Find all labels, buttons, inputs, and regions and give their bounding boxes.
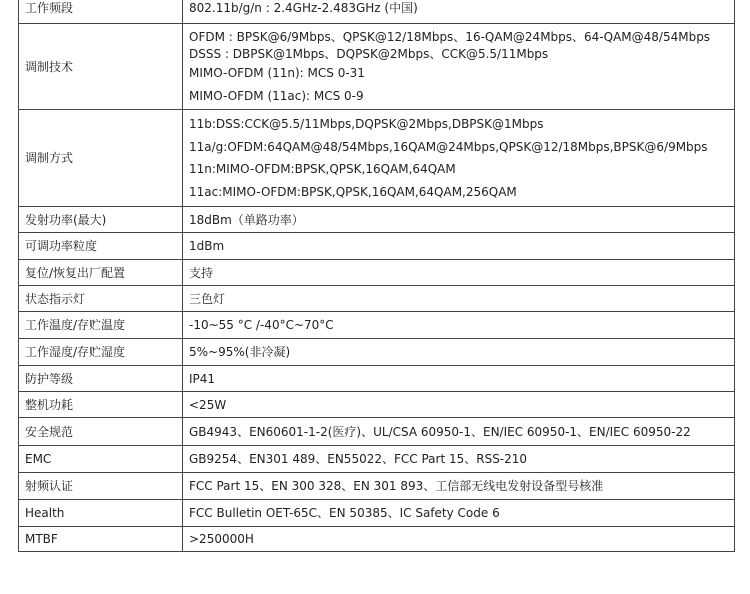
table-row [19,233,735,260]
spec-key: EMC [19,446,183,473]
spec-value: FCC Bulletin OET-65C、EN 50385、IC Safety Code 6 [183,500,735,527]
table-row [19,473,735,500]
spec-value-line: 11ac:MIMO-OFDM:BPSK,QPSK,16QAM,64QAM,256QAM [189,184,517,199]
spec-value-line: 11n:MIMO-OFDM:BPSK,QPSK,16QAM,64QAM [189,162,456,176]
spec-key: 复位/恢复出厂配置 [19,260,183,286]
spec-value: 18dBm（单路功率） [183,207,735,233]
spec-value-line: OFDM : BPSK@6/9Mbps、QPSK@12/18Mbps、16-QAM@24Mbps、64-QAM@48/54Mbps [189,30,711,44]
spec-value: 802.11b/g/n : 2.4GHz-2.483GHz (中国) [183,0,735,24]
spec-value-line: 11a/g:OFDM:64QAM@48/54Mbps,16QAM@24Mbps,QPSK@12/18Mbps,BPSK@6/9Mbps [189,139,708,154]
table-row [19,286,735,312]
spec-value: <25W [183,392,735,418]
table-row [19,446,735,473]
spec-value: IP41 [183,366,735,392]
spec-value [183,110,735,207]
spec-key: 工作温度/存贮温度 [19,312,183,339]
table-row [19,260,735,286]
spec-key: Health [19,500,183,527]
table-row [19,500,735,527]
spec-value-line: MIMO-OFDM (11ac): MCS 0-9 [189,88,364,103]
spec-table [18,0,735,552]
table-row [19,339,735,366]
spec-key: 整机功耗 [19,392,183,418]
spec-value: >250000H [183,527,735,552]
spec-key: 可调功率粒度 [19,233,183,260]
table-row [19,392,735,418]
spec-key: MTBF [19,527,183,552]
spec-key: 工作湿度/存贮湿度 [19,339,183,366]
spec-value: -10~55 °C /-40°C~70°C [183,312,735,339]
spec-key: 射频认证 [19,473,183,500]
spec-value: FCC Part 15、EN 300 328、EN 301 893、工信部无线电发射设备型号核准 [183,473,735,500]
spec-key: 调制技术 [19,24,183,110]
table-row [19,0,735,24]
spec-value: 1dBm [183,233,735,260]
table-row [19,527,735,552]
spec-key: 发射功率(最大) [19,207,183,233]
spec-value: 支持 [183,260,735,286]
table-row [19,312,735,339]
spec-value: GB9254、EN301 489、EN55022、FCC Part 15、RSS-210 [183,446,735,473]
spec-value-line: 11b:DSS:CCK@5.5/11Mbps,DQPSK@2Mbps,DBPSK@1Mbps [189,117,544,131]
table-row [19,24,735,110]
spec-key: 工作频段 [19,0,183,24]
table-row [19,418,735,446]
table-row [19,110,735,207]
spec-key: 调制方式 [19,110,183,207]
spec-key: 安全规范 [19,418,183,446]
spec-value-line: DSSS : DBPSK@1Mbps、DQPSK@2Mbps、CCK@5.5/11Mbps [189,46,549,61]
spec-value: GB4943、EN60601-1-2(医疗)、UL/CSA 60950-1、EN/IEC 60950-1、EN/IEC 60950-22 [183,418,735,446]
table-row [19,207,735,233]
spec-value-line: MIMO-OFDM (11n): MCS 0-31 [189,66,365,80]
spec-value: 三色灯 [183,286,735,312]
spec-key: 防护等级 [19,366,183,392]
spec-key: 状态指示灯 [19,286,183,312]
spec-value: 5%~95%(非冷凝) [183,339,735,366]
table-row [19,366,735,392]
spec-value [183,24,735,110]
